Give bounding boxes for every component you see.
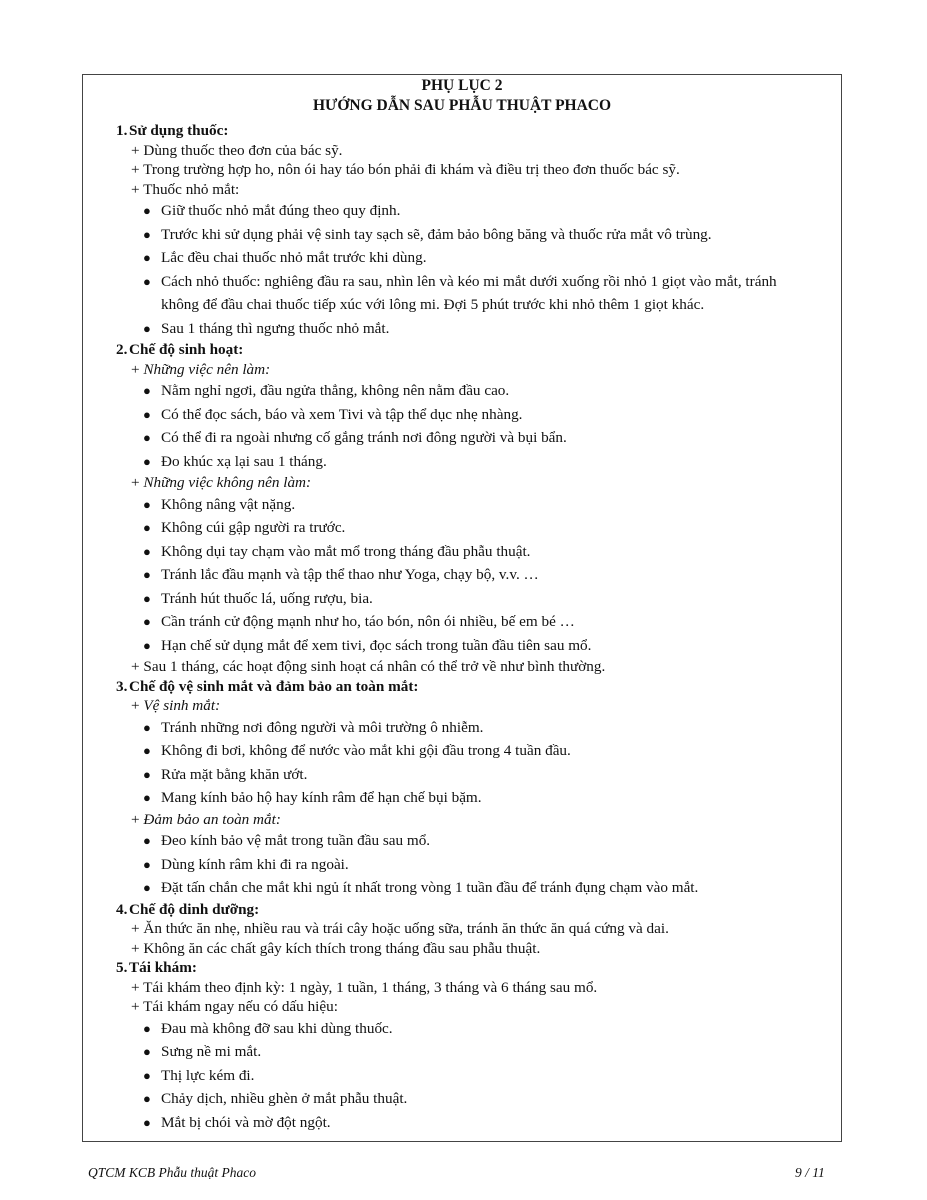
section-title: Tái khám:	[129, 959, 197, 976]
bullet-text: Tránh lắc đầu mạnh và tập thể thao như Yoga, chạy bộ, v.v. …	[161, 566, 539, 583]
bullet-text: Lắc đều chai thuốc nhỏ mắt trước khi dùng.	[161, 249, 427, 266]
plus-marker-icon: +	[131, 360, 144, 378]
document-frame	[82, 74, 842, 1142]
section-title: Chế độ vệ sinh mắt và đảm bảo an toàn mắt:	[129, 677, 419, 695]
bullet-item	[83, 379, 841, 403]
bullet-item	[83, 403, 841, 427]
plus-item	[83, 657, 841, 677]
bullet-text: Không cúi gập người ra trước.	[161, 519, 346, 536]
bullet-item	[83, 540, 841, 564]
bullet-item	[83, 493, 841, 517]
bullet-item	[83, 1087, 841, 1111]
plus-marker-icon: +	[131, 658, 144, 675]
plus-text: Tái khám theo định kỳ: 1 ngày, 1 tuần, 1 tháng, 3 tháng và 6 tháng sau mổ.	[143, 978, 598, 996]
footer-document-name: QTCM KCB Phẫu thuật Phaco	[88, 1165, 256, 1180]
bullet-dot-icon: ●	[143, 1091, 151, 1106]
bullet-dot-icon: ●	[143, 226, 151, 242]
section-title: Chế độ dinh dưỡng:	[129, 900, 260, 918]
bullet-item	[83, 223, 841, 247]
bullet-item	[83, 610, 841, 634]
bullet-text: Trước khi sử dụng phải vệ sinh tay sạch sẽ, đảm bảo bông băng và thuốc rửa mắt vô trùng.	[161, 225, 712, 243]
subheading-item	[83, 696, 841, 716]
bullet-item	[83, 1040, 841, 1064]
plus-marker-icon: +	[131, 939, 144, 957]
bullet-text: Không đi bơi, không để nước vào mắt khi gội đầu trong 4 tuần đầu.	[161, 742, 571, 759]
section-heading	[83, 958, 841, 978]
bullet-dot-icon: ●	[143, 453, 151, 469]
bullet-text: Sưng nề mi mắt.	[161, 1043, 262, 1060]
bullet-item	[83, 876, 841, 900]
bullet-text: Không dụi tay chạm vào mắt mổ trong tháng đầu phẫu thuật.	[161, 542, 531, 560]
plus-marker-icon: +	[131, 180, 144, 198]
bullet-item	[83, 563, 841, 587]
plus-text: Thuốc nhỏ mắt:	[143, 180, 240, 198]
plus-text: Sau 1 tháng, các hoạt động sinh hoạt cá nhân có thể trở về như bình thường.	[143, 658, 606, 675]
plus-marker-icon: +	[131, 978, 144, 996]
bullet-text: Chảy dịch, nhiều ghèn ở mắt phẫu thuật.	[161, 1090, 408, 1107]
section-heading	[83, 121, 841, 141]
bullet-text: Tránh những nơi đông người và môi trường ô nhiễm.	[161, 718, 484, 736]
plus-item	[83, 997, 841, 1017]
bullet-text: Đặt tấn chắn che mắt khi ngủ ít nhất trong vòng 1 tuần đầu để tránh đụng chạm vào mắt.	[161, 879, 699, 896]
plus-marker-icon: +	[131, 810, 144, 828]
bullet-item	[83, 1064, 841, 1088]
bullet-item	[83, 763, 841, 787]
bullet-dot-icon: ●	[143, 614, 151, 629]
bullet-text: Có thể đi ra ngoài nhưng cố gắng tránh nơi đông người và bụi bẩn.	[161, 429, 567, 446]
plus-item	[83, 919, 841, 939]
bullet-dot-icon: ●	[143, 250, 151, 265]
plus-item	[83, 939, 841, 959]
bullet-text: Đo khúc xạ lại sau 1 tháng.	[161, 452, 327, 470]
bullet-dot-icon: ●	[143, 406, 151, 422]
bullet-dot-icon: ●	[143, 637, 151, 653]
bullet-item	[83, 199, 841, 223]
bullet-text: Mang kính bảo hộ hay kính râm để hạn chế bụi bặm.	[161, 789, 482, 806]
bullet-text: Thị lực kém đi.	[161, 1066, 255, 1084]
bullet-dot-icon: ●	[143, 590, 151, 606]
plus-text: Trong trường hợp ho, nôn ói hay táo bón phải đi khám và điều trị theo đơn thuốc bác sỹ.	[143, 161, 680, 178]
bullet-text: Cần tránh cử động mạnh như ho, táo bón, nôn ói nhiều, bế em bé …	[161, 613, 575, 630]
subheading-item	[83, 360, 841, 380]
bullet-item	[83, 716, 841, 740]
bullet-text: Mắt bị chói và mờ đột ngột.	[161, 1113, 331, 1131]
plus-text: Những việc nên làm:	[143, 360, 271, 378]
section-title: Sử dụng thuốc:	[129, 122, 229, 139]
plus-text: Những việc không nên làm:	[143, 474, 312, 491]
section-number: 5.	[116, 959, 128, 976]
plus-marker-icon: +	[131, 998, 144, 1015]
bullet-item	[83, 450, 841, 474]
section-number: 2.	[116, 341, 128, 358]
plus-text: Vệ sinh mắt:	[143, 697, 221, 714]
bullet-item	[83, 246, 841, 270]
document-title: HƯỚNG DẪN SAU PHẪU THUẬT PHACO	[312, 97, 612, 114]
footer-page-number: 9 / 11	[795, 1165, 825, 1180]
appendix-label: PHỤ LỤC 2	[421, 77, 503, 94]
section-heading	[83, 677, 841, 697]
bullet-dot-icon: ●	[143, 320, 151, 336]
plus-marker-icon: +	[131, 161, 144, 178]
document-body	[83, 121, 841, 1134]
bullet-item	[83, 634, 841, 658]
bullet-dot-icon: ●	[143, 430, 151, 445]
bullet-item	[83, 786, 841, 810]
bullet-dot-icon: ●	[143, 567, 151, 582]
bullet-dot-icon: ●	[143, 766, 151, 782]
bullet-text: Không nâng vật nặng.	[161, 495, 296, 513]
bullet-dot-icon: ●	[143, 203, 151, 218]
plus-text: Dùng thuốc theo đơn của bác sỹ.	[143, 141, 343, 159]
bullet-text: Dùng kính râm khi đi ra ngoài.	[161, 855, 349, 873]
plus-item	[83, 160, 841, 180]
bullet-item	[83, 829, 841, 853]
bullet-text: Giữ thuốc nhỏ mắt đúng theo quy định.	[161, 202, 401, 219]
bullet-dot-icon: ●	[143, 496, 151, 512]
bullet-dot-icon: ●	[143, 790, 151, 805]
bullet-dot-icon: ●	[143, 1067, 151, 1083]
bullet-dot-icon: ●	[143, 719, 151, 735]
bullet-item	[83, 1111, 841, 1135]
section-heading	[83, 340, 841, 360]
bullet-text: Rửa mặt bằng khăn ướt.	[161, 765, 308, 783]
section-heading	[83, 900, 841, 920]
bullet-dot-icon: ●	[143, 880, 151, 895]
bullet-item	[83, 426, 841, 450]
bullet-text: Đeo kính bảo vệ mắt trong tuần đầu sau mổ.	[161, 832, 431, 849]
plus-text: Ăn thức ăn nhẹ, nhiều rau và trái cây hoặc uống sữa, tránh ăn thức ăn quá cứng và dai.	[143, 920, 669, 937]
plus-marker-icon: +	[131, 141, 144, 159]
plus-item	[83, 180, 841, 200]
plus-marker-icon: +	[131, 920, 144, 937]
bullet-item	[83, 1017, 841, 1041]
bullet-item	[83, 317, 841, 341]
bullet-item	[83, 739, 841, 763]
bullet-dot-icon: ●	[143, 273, 151, 289]
bullet-text: Có thể đọc sách, báo và xem Tivi và tập thể dục nhẹ nhàng.	[161, 405, 523, 423]
bullet-dot-icon: ●	[143, 833, 151, 848]
subheading-item	[83, 810, 841, 830]
bullet-dot-icon: ●	[143, 1020, 151, 1036]
bullet-text: Hạn chế sử dụng mắt để xem tivi, đọc sách trong tuần đầu tiên sau mổ.	[161, 636, 592, 654]
bullet-text: Nằm nghỉ ngơi, đầu ngửa thẳng, không nên nằm đầu cao.	[161, 382, 510, 399]
section-title: Chế độ sinh hoạt:	[129, 341, 244, 358]
bullet-item	[83, 853, 841, 877]
bullet-item	[83, 587, 841, 611]
section-number: 1.	[116, 122, 128, 139]
plus-item	[83, 141, 841, 161]
bullet-text: Đau mà không đỡ sau khi dùng thuốc.	[161, 1019, 393, 1037]
bullet-text: Tránh hút thuốc lá, uống rượu, bia.	[161, 589, 373, 607]
plus-item	[83, 978, 841, 998]
plus-text: Không ăn các chất gây kích thích trong tháng đầu sau phẫu thuật.	[143, 939, 541, 957]
bullet-text: Cách nhỏ thuốc: nghiêng đầu ra sau, nhìn lên và kéo mi mắt dưới xuống rồi nhỏ 1 giọt vào mắt, tránh không để đầu chai thuốc tiếp xúc với lông mi. Đợi 5 phút trước khi nhỏ thêm 1 giọt khác.	[161, 272, 777, 313]
plus-marker-icon: +	[131, 697, 144, 714]
plus-marker-icon: +	[131, 474, 144, 491]
plus-text: Đảm bảo an toàn mắt:	[143, 810, 281, 828]
bullet-dot-icon: ●	[143, 383, 151, 398]
bullet-text: Sau 1 tháng thì ngưng thuốc nhỏ mắt.	[161, 319, 390, 337]
bullet-dot-icon: ●	[143, 543, 151, 559]
bullet-dot-icon: ●	[143, 1114, 151, 1130]
section-number: 3.	[116, 677, 128, 695]
bullet-dot-icon: ●	[143, 856, 151, 872]
bullet-dot-icon: ●	[143, 520, 151, 535]
subheading-item	[83, 473, 841, 493]
bullet-dot-icon: ●	[143, 743, 151, 758]
section-number: 4.	[116, 900, 128, 918]
plus-text: Tái khám ngay nếu có dấu hiệu:	[143, 998, 338, 1015]
bullet-item	[83, 270, 841, 317]
bullet-dot-icon: ●	[143, 1044, 151, 1059]
bullet-item	[83, 516, 841, 540]
